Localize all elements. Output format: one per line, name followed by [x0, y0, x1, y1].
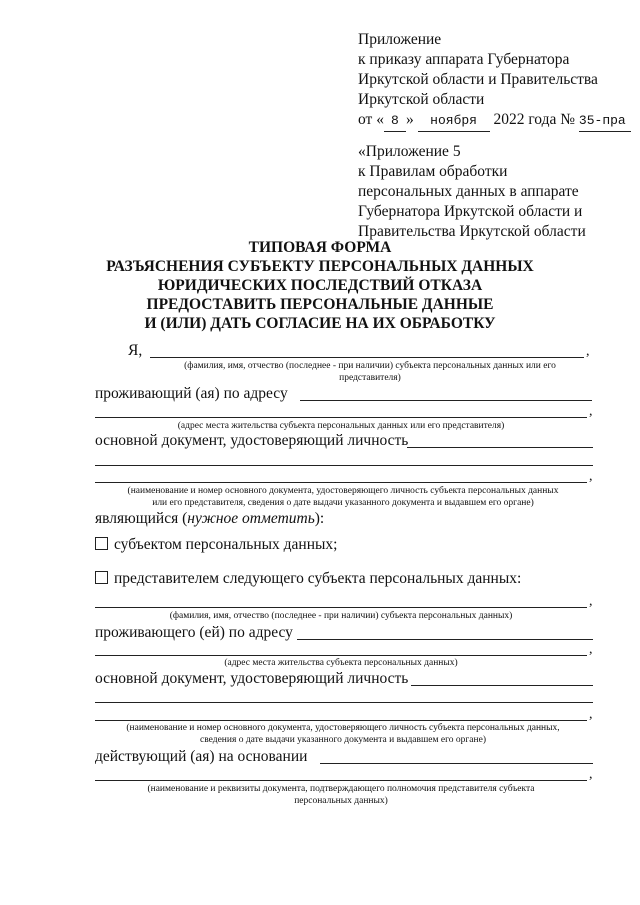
comma: ,	[589, 594, 593, 609]
order-month: ноября	[418, 111, 490, 132]
header-line: Иркутской области и Правительства	[358, 71, 598, 88]
fio-field[interactable]	[150, 357, 584, 358]
document-field-3[interactable]	[95, 482, 587, 483]
subject-address-field[interactable]	[297, 639, 593, 640]
date-suffix: »	[405, 111, 414, 128]
date-prefix: от «	[358, 111, 384, 128]
subject-document-caption: (наименование и номер основного документа, удостоверяющего личность субъекта персональных данных, сведения о дате выдачи указанного документа и выдавшем его органе)	[126, 723, 560, 745]
document-field-2[interactable]	[95, 465, 593, 466]
title-line: РАЗЪЯСНЕНИЯ СУБЪЕКТУ ПЕРСОНАЛЬНЫХ ДАННЫХ	[106, 258, 534, 275]
header-block	[358, 30, 631, 242]
order-date-line	[358, 110, 631, 132]
appendix-line: Правительства Иркутской области	[358, 223, 586, 240]
basis-caption: (наименование и реквизиты документа, подтверждающего полномочия представителя субъекта персональных данных)	[147, 784, 535, 806]
comma: ,	[589, 707, 593, 722]
comma: ,	[586, 344, 590, 359]
address-caption: (адрес места жительства субъекта персональных данных или его представителя)	[177, 421, 505, 431]
subject-fio-caption: (фамилия, имя, отчество (последнее - при наличии) субъекта персональных данных)	[169, 611, 513, 621]
subject-document-field-3[interactable]	[95, 720, 587, 721]
document-field[interactable]	[407, 447, 593, 448]
header-line: Приложение	[358, 31, 442, 48]
address-field-2[interactable]	[95, 417, 587, 418]
document-caption: (наименование и номер основного документа, удостоверяющего личность субъекта персональных данных или его представителя, сведения о дате выдачи указанного документа и выдавшем его органе)	[127, 486, 559, 508]
subject-document-label: основной документ, удостоверяющий личность	[95, 670, 409, 687]
subject-address-caption: (адрес места жительства субъекта персональных данных)	[224, 658, 458, 668]
form-title	[0, 238, 640, 333]
subject-address-label: проживающего (ей) по адресу	[95, 624, 293, 641]
fio-caption: (фамилия, имя, отчество (последнее - при наличии) субъекта персональных данных или его представителя)	[184, 361, 556, 383]
header-line: Иркутской области	[358, 91, 485, 108]
title-line: ТИПОВАЯ ФОРМА	[248, 239, 392, 256]
subject-address-field-2[interactable]	[95, 655, 587, 656]
title-line: И (ИЛИ) ДАТЬ СОГЛАСИЕ НА ИХ ОБРАБОТКУ	[144, 315, 496, 332]
acting-label: действующий (ая) на основании	[95, 748, 308, 765]
checkbox-subject[interactable]	[95, 537, 108, 550]
title-line: ЮРИДИЧЕСКИХ ПОСЛЕДСТВИЙ ОТКАЗА	[157, 277, 483, 294]
appendix-line: персональных данных в аппарате	[358, 183, 579, 200]
comma: ,	[589, 642, 593, 657]
subject-document-field[interactable]	[411, 685, 593, 686]
order-year: 2022 года №	[493, 111, 576, 128]
document-label: основной документ, удостоверяющий личность	[95, 432, 409, 449]
order-day: 8	[384, 111, 406, 132]
ya-label: Я,	[128, 342, 143, 359]
subject-document-field-2[interactable]	[95, 702, 593, 703]
being-label: являющийся (нужное отметить):	[95, 510, 325, 527]
order-number: 35-пра	[579, 111, 631, 132]
basis-field[interactable]	[320, 763, 593, 764]
header-line: к приказу аппарата Губернатора	[358, 51, 570, 68]
address-label: проживающий (ая) по адресу	[95, 385, 288, 402]
option-representative[interactable]: представителем следующего субъекта персональных данных:	[95, 570, 521, 588]
checkbox-representative[interactable]	[95, 571, 108, 584]
comma: ,	[589, 767, 593, 782]
option-subject[interactable]: субъектом персональных данных;	[95, 536, 337, 554]
appendix-line: Губернатора Иркутской области и	[358, 203, 583, 220]
appendix-line: «Приложение 5	[358, 143, 461, 160]
address-field[interactable]	[300, 400, 592, 401]
basis-field-2[interactable]	[95, 780, 587, 781]
subject-fio-field[interactable]	[95, 607, 587, 608]
title-line: ПРЕДОСТАВИТЬ ПЕРСОНАЛЬНЫЕ ДАННЫЕ	[146, 296, 494, 313]
comma: ,	[589, 469, 593, 484]
appendix-line: к Правилам обработки	[358, 163, 508, 180]
comma: ,	[589, 404, 593, 419]
